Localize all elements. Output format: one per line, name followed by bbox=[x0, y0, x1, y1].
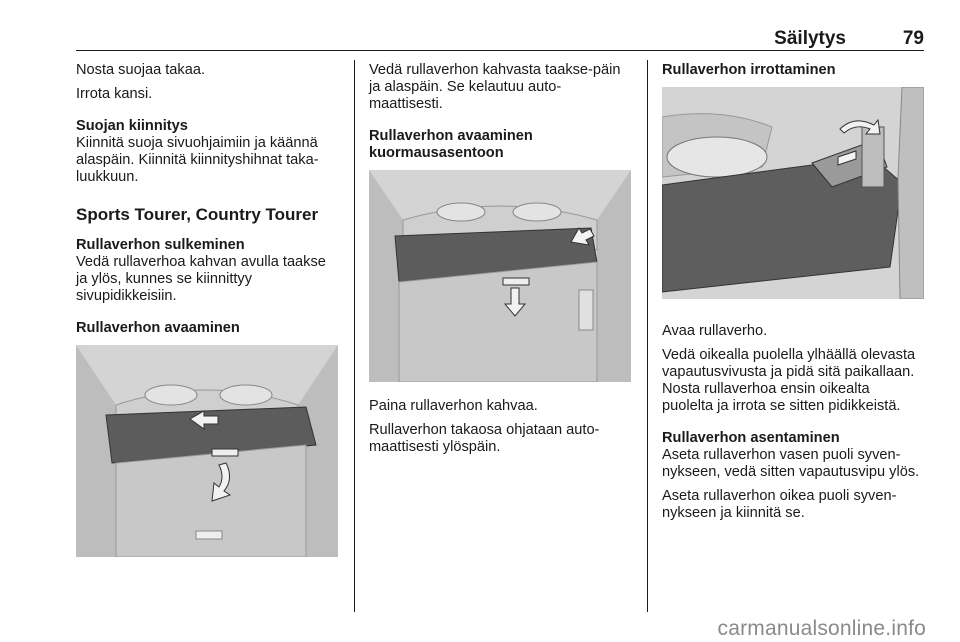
paragraph: Paina rullaverhon kahvaa. bbox=[369, 398, 538, 414]
page-number: 79 bbox=[902, 28, 924, 49]
paragraph: Vedä oikealla puolella ylhäällä olevasta vapautusvivusta ja pidä sitä paikallaan. Nosta rullaverhoa ensin oikealta puolelta ja irrota se sitten pidikkeistä. bbox=[662, 347, 916, 414]
subheading: Rullaverhon irrottaminen bbox=[662, 62, 836, 78]
page-header bbox=[76, 28, 924, 51]
paragraph: Vedä rullaverhoa kahvan avulla taakse ja ylös, kunnes se kiinnittyy sivupidikkeisiin. bbox=[76, 254, 326, 304]
figure-cargo-cover-loading bbox=[369, 170, 631, 382]
figure-cargo-cover-removal bbox=[662, 87, 924, 299]
paragraph: Irrota kansi. bbox=[76, 86, 153, 102]
section-heading: Sports Tourer, Country Tourer bbox=[76, 205, 319, 224]
section-title: Säilytys bbox=[774, 28, 846, 49]
column-2 bbox=[369, 62, 631, 463]
subheading: Rullaverhon asentaminen bbox=[662, 430, 840, 446]
paragraph: Nosta suojaa takaa. bbox=[76, 62, 205, 78]
figure-cargo-cover-open bbox=[76, 345, 338, 557]
paragraph: Aseta rullaverhon vasen puoli syven-nykseen, vedä sitten vapautusvipu ylös. bbox=[662, 447, 920, 480]
subheading: Suojan kiinnitys bbox=[76, 118, 188, 134]
subheading: Rullaverhon sulkeminen bbox=[76, 237, 245, 253]
paragraph: Rullaverhon takaosa ohjataan auto-maattisesti ylöspäin. bbox=[369, 422, 600, 455]
subheading: Rullaverhon avaaminen kuormausasentoon bbox=[369, 128, 533, 161]
paragraph: Aseta rullaverhon oikea puoli syven-nykseen ja kiinnitä se. bbox=[662, 488, 897, 521]
paragraph: Vedä rullaverhon kahvasta taakse-päin ja alaspäin. Se kelautuu auto-maattisesti. bbox=[369, 62, 621, 112]
paragraph: Kiinnitä suoja sivuohjaimiin ja käännä alaspäin. Kiinnitä kiinnityshihnat taka-luukkuun. bbox=[76, 135, 319, 185]
column-3 bbox=[662, 62, 924, 529]
column-1 bbox=[76, 62, 338, 573]
watermark: carmanualsonline.info bbox=[717, 617, 926, 640]
subheading: Rullaverhon avaaminen bbox=[76, 320, 240, 336]
column-divider bbox=[354, 60, 355, 612]
paragraph: Avaa rullaverho. bbox=[662, 323, 768, 339]
column-divider bbox=[647, 60, 648, 612]
